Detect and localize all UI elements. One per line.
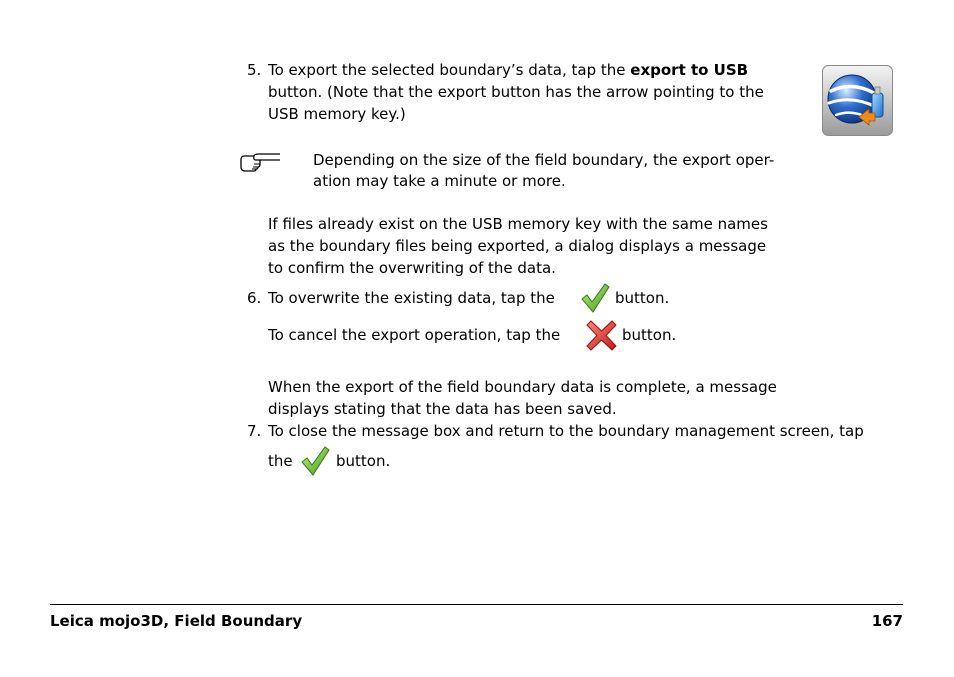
step-5-line-3: USB memory key.) <box>268 105 406 123</box>
step-5-line-2: button. (Note that the export button has the arrow pointing to the <box>268 83 764 101</box>
step-6-number: 6. <box>247 289 262 307</box>
step-6-button-text: button. <box>615 289 670 307</box>
page-number: 167 <box>871 612 903 630</box>
step-5-line-1 <box>268 59 748 81</box>
step-7-number: 7. <box>247 422 262 440</box>
export-to-usb-label: export to USB <box>630 61 749 79</box>
note-line-1: Depending on the size of the field boundary, the export oper- <box>313 151 775 169</box>
done-line-1: When the export of the field boundary data is complete, a message <box>268 378 777 396</box>
exist-line-2: as the boundary files being exported, a dialog displays a message <box>268 237 767 255</box>
footer-title: Leica mojo3D, Field Boundary <box>50 612 303 630</box>
checkmark-icon <box>300 445 330 477</box>
checkmark-icon <box>580 282 610 314</box>
footer-divider <box>50 604 903 605</box>
step-6-text: To overwrite the existing data, tap the <box>268 289 555 307</box>
step-7-line-1: To close the message box and return to the boundary management screen, tap <box>268 422 864 440</box>
step-5-text: To export the selected boundary’s data, tap the <box>268 61 631 79</box>
done-line-2: displays stating that the data has been saved. <box>268 400 617 418</box>
cancel-text: To cancel the export operation, tap the <box>268 326 561 344</box>
pointing-hand-icon <box>240 150 282 174</box>
red-x-icon <box>586 320 617 351</box>
exist-line-1: If files already exist on the USB memory key with the same names <box>268 215 768 233</box>
step-7-button-text: button. <box>336 452 391 470</box>
export-to-usb-icon <box>822 65 893 136</box>
step-5-number: 5. <box>247 61 262 79</box>
exist-line-3: to confirm the overwriting of the data. <box>268 259 556 277</box>
step-7-the: the <box>268 452 293 470</box>
note-line-2: ation may take a minute or more. <box>313 172 566 190</box>
cancel-button-text: button. <box>622 326 677 344</box>
